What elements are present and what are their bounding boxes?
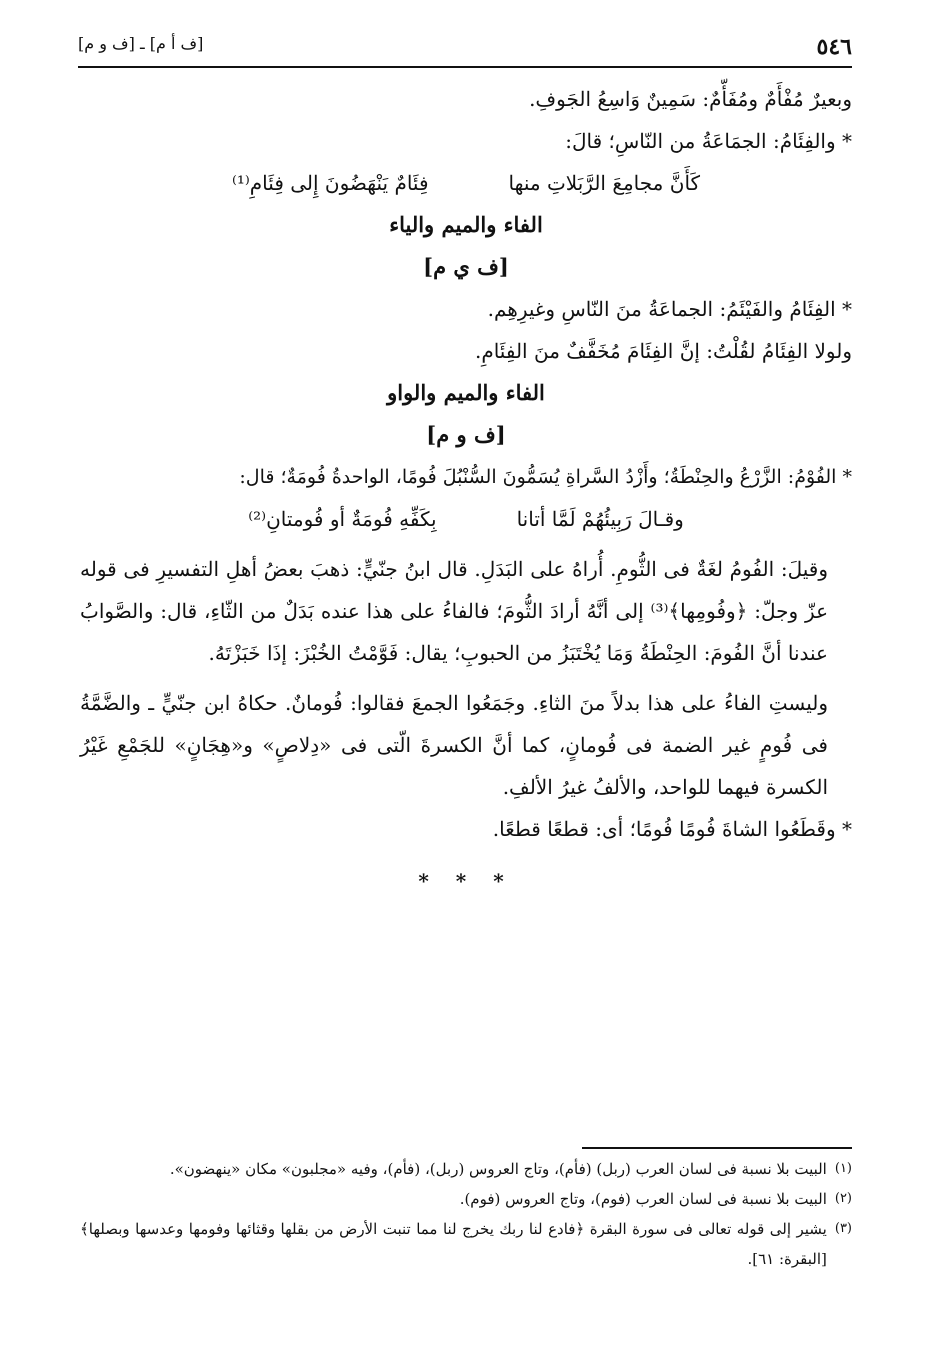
text-line: * الفُوْمُ: الزَّرْعُ والحِنْطَةُ؛ وأَزْدُ السَّراةِ يُسَمُّونَ السُّنْبُلَ فُومًا، الواحدةُ فُومَةٌ؛ قال: bbox=[239, 466, 852, 488]
text-line: ولولا الفِئَامُ لقُلْتُ: إنَّ الفِئَامَ مُخَفَّفٌ منَ الفِئَامِ. bbox=[474, 339, 852, 363]
footnote-number: (٣) bbox=[834, 1221, 852, 1236]
footnote-number: (١) bbox=[834, 1161, 852, 1176]
verse-first-hemistich: كَأَنَّ مجامِعَ الرَّبَلاتِ منها bbox=[508, 171, 701, 195]
paragraph: وقيلَ: الفُومُ لغَةٌ فى الثُّومِ. أُراهُ على البَدَلِ. قال ابنُ جنّيٍّ: ذهبَ بعضُ أهلِ التفسيرِ فى قوله عزّ وجلّ: ﴿وفُومِها﴾⁽³⁾ إلى أنَّهُ أرادَ الثُّومَ؛ فالفاءُ على هذا عنده بَدَلٌ من الثّاءِ، قال: والصَّوابُ عندنا أنَّ الفُومَ: الحِنْطَةُ وَمَا يُخْتَبَزُ من الحبوبِ؛ يقال: فَوَّمْتُ الخُبْزَ: إذَا خَبَزْتَهُ. bbox=[80, 557, 829, 665]
chapter-heading: الفاء والميم والياء bbox=[389, 212, 543, 237]
footnote-text: البيت بلا نسبة فى لسان العرب (ربل) (فأم)، وتاج العروس (ربل)، (فأم)، وفيه «مجلبون» مكان «ينهضون». bbox=[169, 1160, 827, 1178]
section-end-stars: * * * bbox=[418, 869, 514, 893]
verse-first-hemistich: وقـالَ رَبِيئُهُمْ لَمَّا أتانا bbox=[516, 507, 684, 531]
footnote-text: البيت بلا نسبة فى لسان العرب (فوم)، وتاج العروس (فوم). bbox=[459, 1190, 827, 1208]
text-line: * والفِئَامُ: الجمَاعَةُ من النّاسِ؛ قالَ: bbox=[565, 129, 852, 153]
text-line: * الفِئَامُ والفَيْئَمُ: الجماعَةُ منَ النّاسِ وغيرِهِم. bbox=[487, 297, 852, 321]
footnote bbox=[80, 1184, 852, 1214]
footnotes bbox=[80, 1154, 852, 1274]
poetry-verse bbox=[80, 162, 852, 204]
poetry-verse bbox=[80, 498, 852, 540]
root-heading: [ف و م] bbox=[426, 422, 506, 447]
page-number: ٥٤٦ bbox=[816, 34, 852, 60]
page-header bbox=[78, 26, 852, 68]
text-line: وبعيرٌ مُفْأَمٌ ومُفَأَّمٌ: سَمِينٌ وَاسِعُ الجَوفِ. bbox=[529, 87, 852, 111]
main-text bbox=[80, 78, 852, 902]
section-reference: [ف أ م] ـ [ف و م] bbox=[78, 34, 204, 53]
verse-second-hemistich: بِكَفِّهِ فُومَةٌ أو فُومتانِ⁽²⁾ bbox=[248, 507, 437, 531]
footnote-divider bbox=[582, 1147, 852, 1149]
chapter-heading: الفاء والميم والواو bbox=[387, 380, 545, 405]
footnote bbox=[80, 1154, 852, 1184]
text-line: * وقَطَعُوا الشاةَ فُومًا فُومًا؛ أى: قطعًا قطعًا. bbox=[492, 817, 852, 841]
paragraph: وليستِ الفاءُ على هذا بدلاً منَ الثاءِ. وجَمَعُوا الجمعَ فقالوا: فُومانٌ. حكاهُ ابن جنّيٍّ ـ والضَّمَّةُ فى فُومٍ غير الضمة فى فُومانٍ، كما أنَّ الكسرةَ الّتى فى «دِلاصٍ» و«هِجَانٍ» للجَمْعِ غَيْرُ الكسرة فيهما للواحد، والألفُ غيرُ الألفِ. bbox=[80, 691, 828, 799]
footnote bbox=[80, 1214, 852, 1274]
verse-second-hemistich: فِئَامٌ يَنْهَضُونَ إِلى فِئَامِ⁽¹⁾ bbox=[231, 171, 429, 195]
footnote-text: يشير إلى قوله تعالى فى سورة البقرة ﴿فادع لنا ربك يخرج لنا مما تنبت الأرض من بقلها وقثائها وفومها وعدسها وبصلها﴾ [البقرة: ٦١]. bbox=[80, 1220, 827, 1268]
footnote-number: (٢) bbox=[834, 1191, 852, 1206]
root-heading: [ف ي م] bbox=[423, 254, 509, 279]
